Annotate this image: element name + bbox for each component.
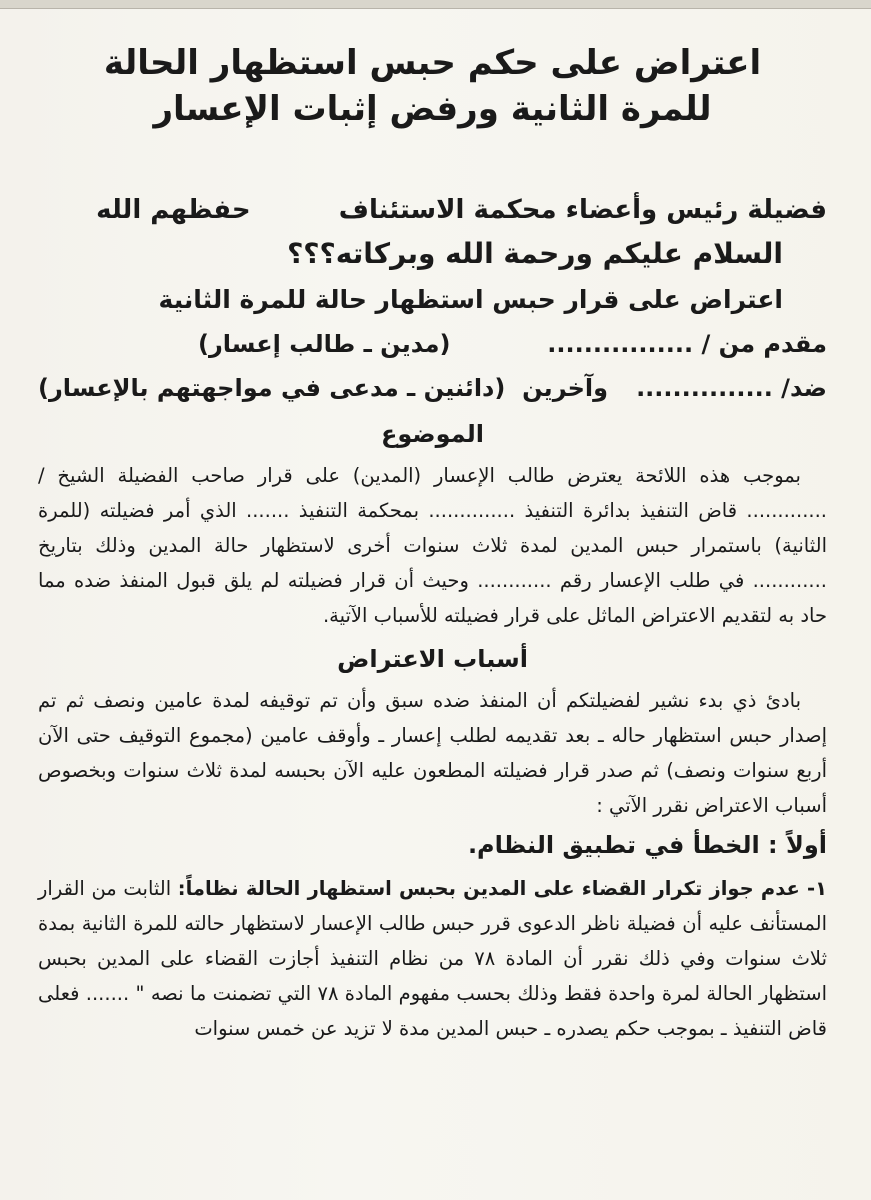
reasons-heading: أسباب الاعتراض	[337, 645, 528, 673]
point-1-paragraph	[38, 871, 827, 1046]
spacer	[38, 132, 827, 188]
recipient-line	[38, 188, 827, 232]
point-1-body: الثابت من القرار المستأنف عليه أن فضيلة ناظر الدعوى قرر حبس طالب الإعسار لاستظهار حالته للمرة الثانية بمدة ثلاث سنوات وفي ذلك نقرر أن المادة ٧٨ من نظام التنفيذ أجازت القضاء على المدين بحبس استظهار الحالة لمرة واحدة فقط وذلك بحسب مفهوم المادة ٧٨ التي تضمنت ما نصه " ....... فعلى قاض التنفيذ ـ بموجب حكم يصدره ـ حبس المدين مدة لا تزيد عن خمس سنوات	[38, 877, 827, 1040]
document-title-line2: للمرة الثانية ورفض إثبات الإعسار	[153, 89, 712, 129]
recipient: فضيلة رئيس وأعضاء محكمة الاستئناف	[338, 195, 827, 225]
greeting: السلام عليكم ورحمة الله وبركاته؟؟؟	[287, 237, 783, 270]
against-party-row	[38, 366, 827, 410]
honorific: حفظهم الله	[96, 195, 251, 225]
topic-heading: الموضوع	[380, 420, 484, 448]
scan-top-edge	[0, 0, 871, 9]
document-title-line1: اعتراض على حكم حبس استظهار الحالة	[103, 43, 762, 83]
against-party-role: (دائنين ـ مدعى في مواجهتهم بالإعسار)	[38, 374, 506, 402]
first-reason-heading: أولاً : الخطأ في تطبيق النظام.	[467, 831, 827, 859]
against-party-label: ضد/ ...............	[636, 374, 827, 402]
topic-paragraph: بموجب هذه اللائحة يعترض طالب الإعسار (المدين) على قرار صاحب الفضيلة الشيخ / ............. قاض التنفيذ بدائرة التنفيذ .............. بمحكمة التنفيذ ....... الذي أمر فضيلته (للمرة الثانية) باستمرار حبس المدين لمدة ثلاث سنوات أخرى لاستظهار حالة المدين وذلك بتاريخ ............ في طلب الإعسار رقم ............ وحيث أن قرار فضيلته لم يلق قبول المنفذ ضده مما حاد به لتقديم الاعتراض الماثل على قرار فضيلته للأسباب الآتية.	[38, 464, 827, 627]
from-party-row	[38, 322, 827, 366]
document-body	[38, 40, 827, 1046]
reasons-paragraph: بادئ ذي بدء نشير لفضيلتكم أن المنفذ ضده سبق وأن تم توقيفه لمدة عامين ونصف ثم تم إصدار حبس استظهار حاله ـ بعد تقديمه لطلب إعسار ـ وأوقف عامين (مجموع التوقيف حتى الآن أربع سنوات ونصف) ثم صدر قرار فضيلته المطعون عليه الآن بحبسه لمدة ثلاث سنوات وبخصوص أسباب الاعتراض نقرر الآتي :	[38, 689, 827, 817]
from-party-label: مقدم من / ................	[547, 330, 827, 358]
subject-line: اعتراض على قرار حبس استظهار حالة للمرة الثانية	[158, 285, 783, 314]
point-1-lead: ١- عدم جواز تكرار القضاء على المدين بحبس استظهار الحالة نظاماً:	[177, 877, 827, 900]
against-party-others: وآخرين	[522, 374, 609, 402]
from-party-role: (مدين ـ طالب إعسار)	[198, 330, 451, 358]
